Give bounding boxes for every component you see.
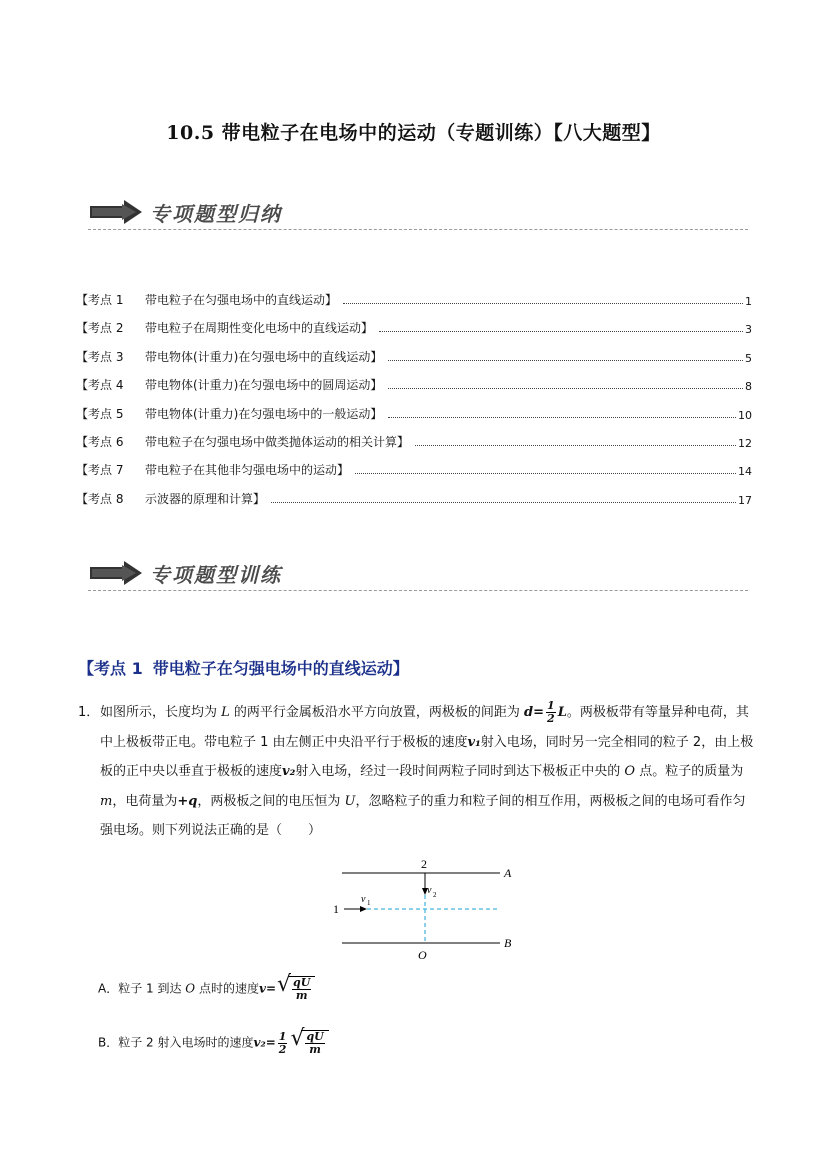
arrow-icon [90,561,142,585]
toc-code: 【考点 7 [76,463,124,478]
toc-code: 【考点 6 [76,435,124,449]
page-title: 10.5 带电粒子在电场中的运动（专题训练）【八大题型】 [166,122,661,144]
question-body: 如图所示，长度均为 L 的两平行金属板沿水平方向放置，两极板的间距为 d= $\frac{1}{2}$ L。两极板带有等量异种电荷，其中上极板带正电。带电粒子 1 由左侧正中央沿平行于极板的速度v₁射入电场，同时另一完全相同的粒子 2，由上极板的正中央以垂直于极板的速度v₂射入电场，经过一段时间两粒子同时到达下极板正中央的 O 点。粒子的质量为 m，电荷量为+q，两极板之间的电压恒为 U，忽略粒子的重力和粒子间的相互作用，两极板之间的电场可看作匀强电场。则下列说法正确的是（ ） [100,699,754,838]
parallel-plates-figure [330,852,530,964]
toc-code: 【考点 8 [76,491,124,506]
toc-page: 17 [738,493,752,507]
label-1: 1 [333,902,339,916]
arrow-right-icon [360,906,367,912]
toc-label: 带电粒子在周期性变化电场中的直线运动】 [145,321,374,336]
banner-title: 专项题型归纳 [150,202,282,226]
toc-item[interactable] [76,402,752,422]
toc-code: 【考点 4 [76,378,124,393]
toc-leader [388,388,743,389]
toc-label: 带电物体(计重力)在匀强电场中的直线运动】 [145,349,383,364]
label-B: B [504,936,512,950]
sqrt-expression: √ $\frac{qU}{m}$ [301,1030,328,1056]
toc-code: 【考点 2 [76,321,124,336]
question-1 [78,698,758,846]
label-A: A [504,866,512,880]
toc-leader [343,303,743,304]
section-banner-summary [88,194,748,230]
toc-code: 【考点 3 [76,349,124,364]
toc-item[interactable] [76,487,752,507]
toc-page: 1 [745,295,752,308]
toc-label: 带电粒子在其他非匀强电场中的运动】 [145,463,350,478]
toc-item[interactable] [76,288,752,308]
section-banner-training [88,555,748,591]
toc-page: 3 [745,323,752,337]
toc-label: 带电粒子在匀强电场中做类抛体运动的相关计算】 [145,435,410,449]
toc-leader [355,473,736,474]
svg-text:1: 1 [367,899,371,907]
option-b[interactable]: B．粒子 2 射入电场时的速度v₂= $\frac{1}{2}$ √ $\frac{qU}{m}$ [98,1030,329,1056]
svg-text:2: 2 [433,891,437,899]
toc-page: 8 [745,380,752,394]
toc-label: 示波器的原理和计算】 [145,491,266,506]
toc-leader [271,502,736,503]
toc-code: 【考点 1 [76,293,124,307]
toc-item[interactable] [76,345,752,365]
label-v2: v [427,885,432,896]
toc-leader [379,331,743,332]
toc-leader [415,445,736,446]
arrow-icon [90,200,142,224]
toc-label: 带电物体(计重力)在匀强电场中的圆周运动】 [145,378,383,393]
toc-code: 【考点 5 [76,406,124,421]
toc-item[interactable] [76,458,752,478]
label-2: 2 [421,857,427,871]
question-number: 1． [78,705,100,720]
toc-item[interactable] [76,430,752,450]
dashed-divider [88,590,748,591]
toc-item[interactable] [76,373,752,393]
toc-leader [388,360,743,361]
dashed-divider [88,229,748,230]
toc-page: 5 [745,351,752,365]
toc-page: 12 [738,437,752,450]
toc-item[interactable] [76,316,752,336]
toc-page: 10 [738,408,752,422]
toc-leader [388,417,736,418]
section-heading: 【考点 1 带电粒子在匀强电场中的直线运动】 [78,659,409,678]
banner-title: 专项题型训练 [150,563,282,587]
sqrt-expression: √ $\frac{qU}{m}$ [288,976,315,1002]
label-v1: v [361,894,366,905]
fraction: $\frac{1}{2}$ [547,699,555,725]
toc-page: 14 [738,465,752,479]
option-a[interactable]: A．粒子 1 到达 O 点时的速度v= √ $\frac{qU}{m}$ [98,976,315,1002]
toc-label: 带电物体(计重力)在匀强电场中的一般运动】 [145,406,383,421]
label-O: O [418,948,427,962]
toc-label: 带电粒子在匀强电场中的直线运动】 [145,293,338,307]
